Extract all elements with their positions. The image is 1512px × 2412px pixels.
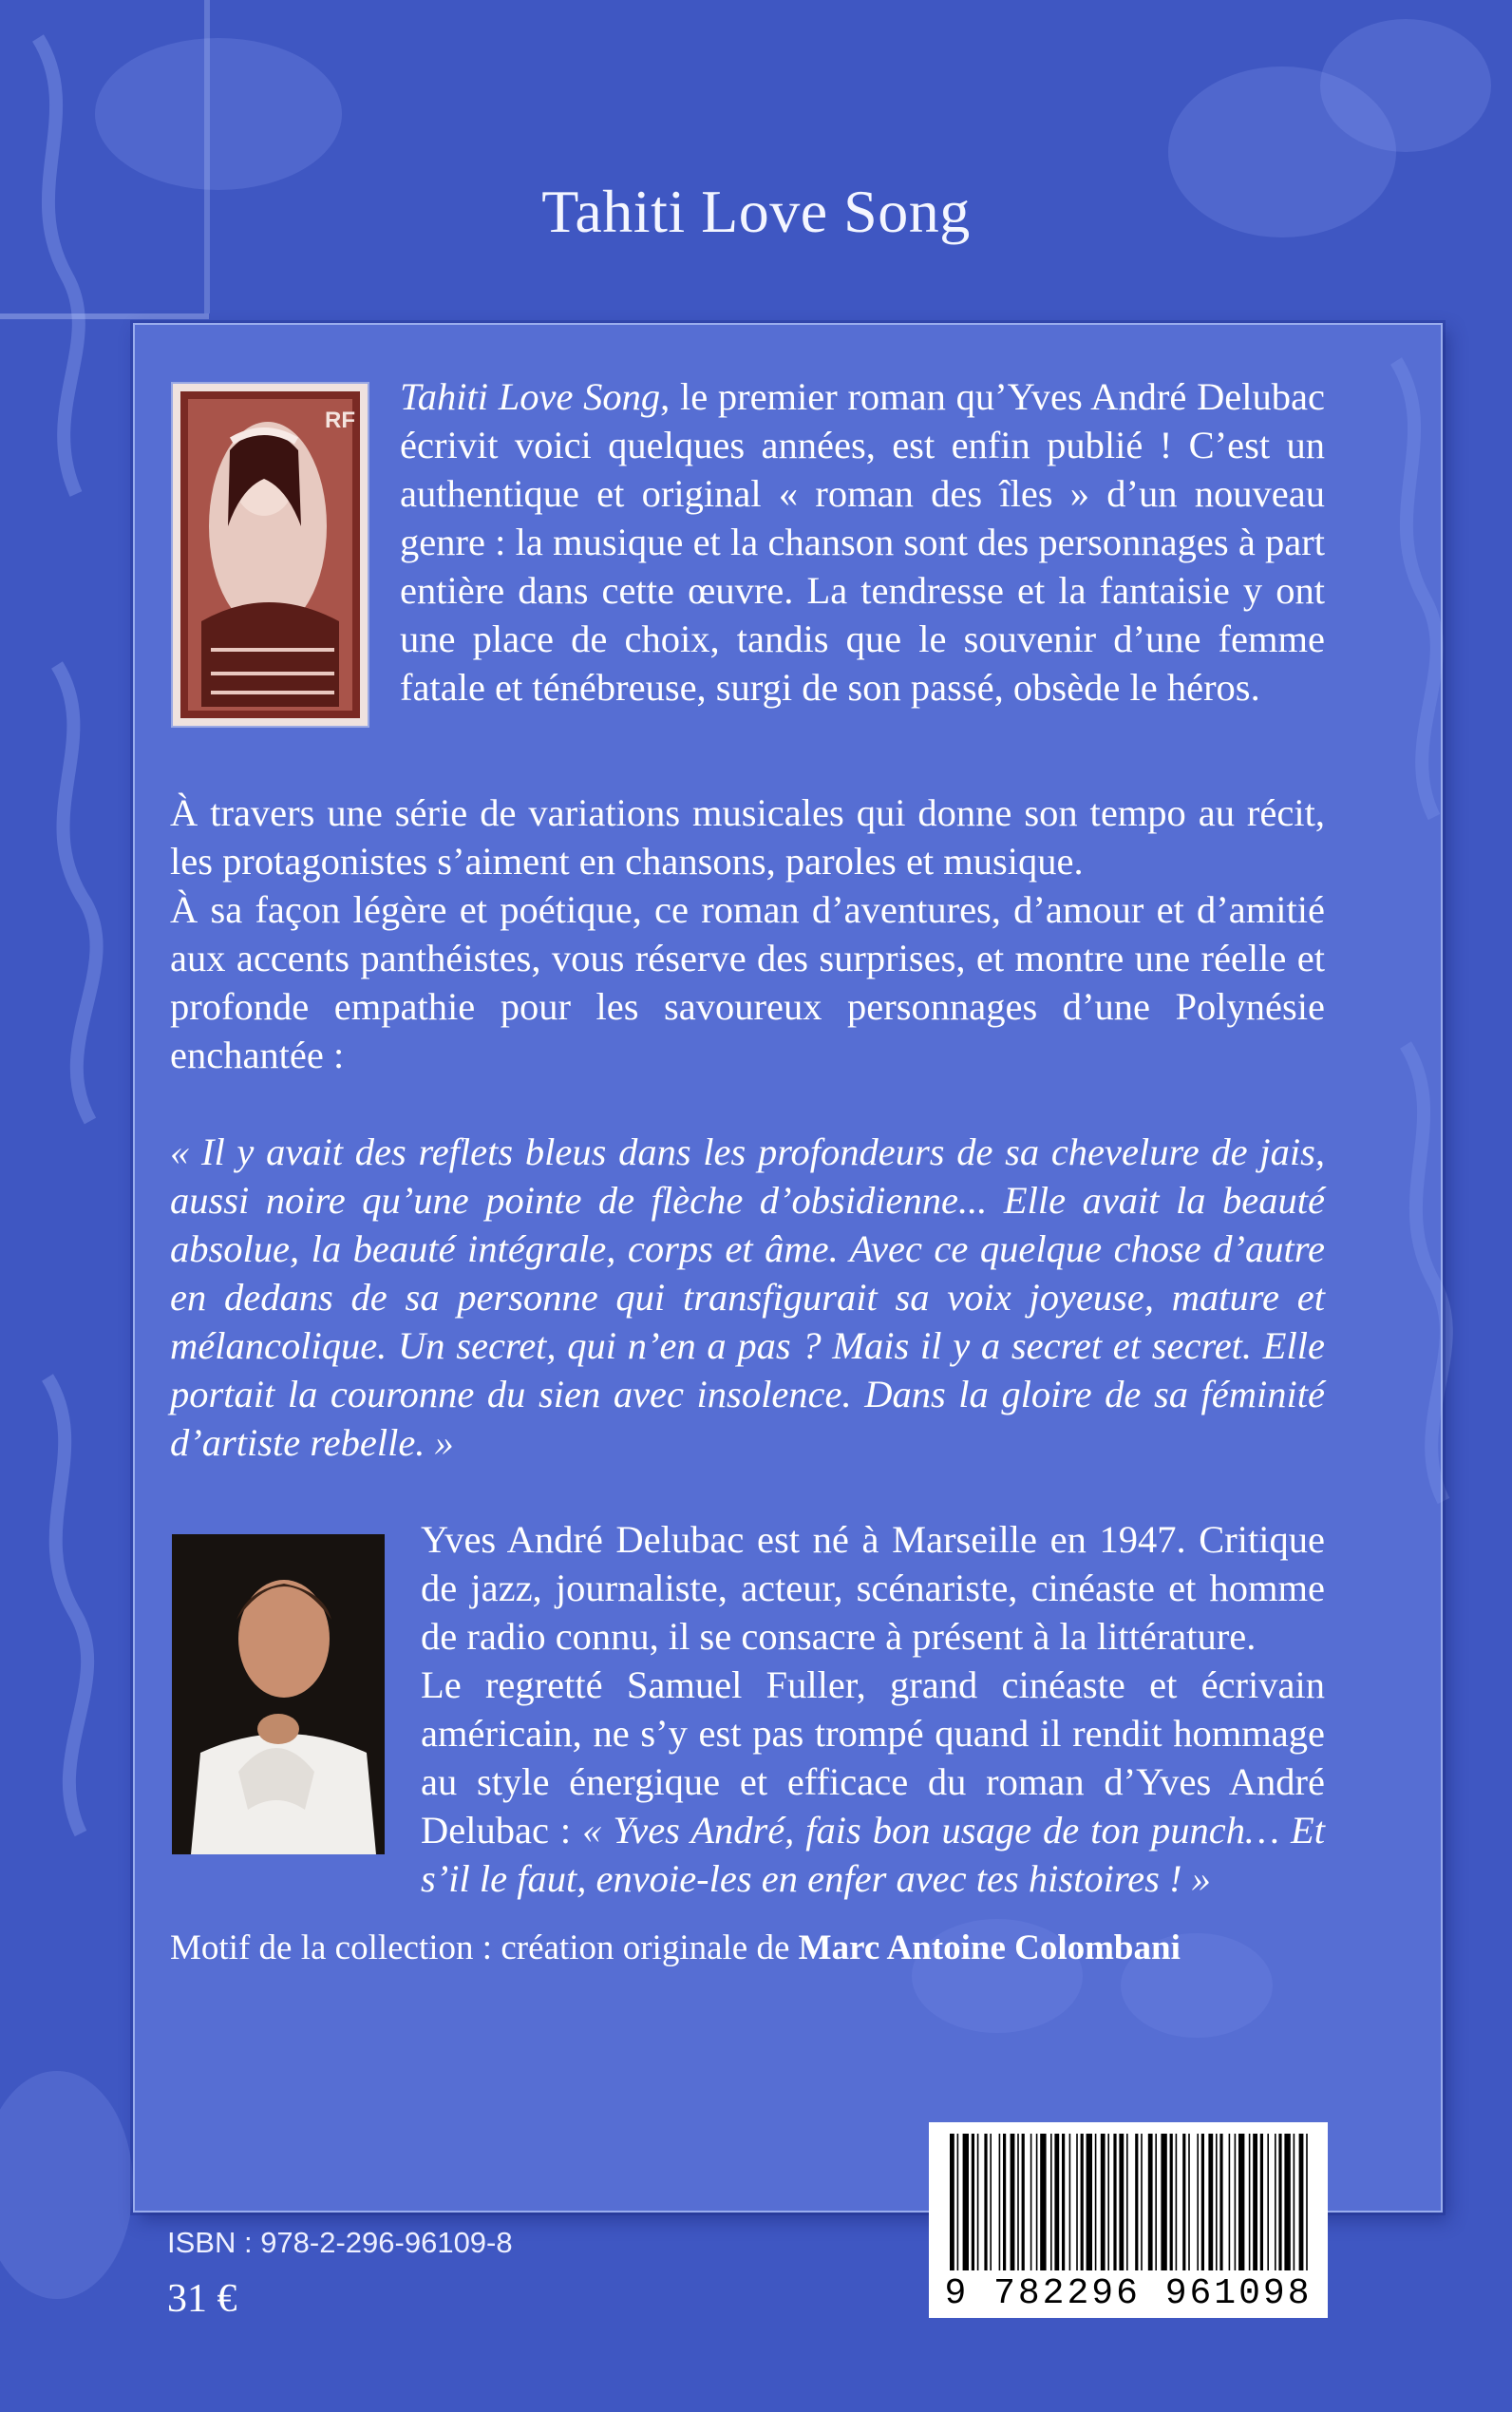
fuller-quote: « Yves André, fais bon usage de ton punch… Et s’il le faut, envoie-les en enfer avec tes histoires ! » xyxy=(421,1809,1325,1900)
barcode-bar xyxy=(1113,2134,1116,2274)
author-biography: Yves André Delubac est né à Marseille en 1947. Critique de jazz, journaliste, acteur, scénariste, cinéaste et homme de radio connu, il se consacre à présent à la littérature. xyxy=(421,1518,1325,1658)
barcode-bar xyxy=(1040,2134,1046,2274)
barcode-bar xyxy=(1126,2134,1128,2274)
barcode-bar xyxy=(1119,2134,1124,2274)
barcode-bar xyxy=(1260,2134,1263,2274)
barcode-bar xyxy=(1235,2134,1237,2274)
barcode-bar xyxy=(990,2134,992,2274)
book-title: Tahiti Love Song xyxy=(541,178,971,245)
blurb-title-italic: Tahiti Love Song xyxy=(400,375,661,418)
barcode-bar xyxy=(1208,2134,1213,2274)
barcode-bar xyxy=(1054,2134,1059,2274)
barcode-bar xyxy=(1017,2134,1019,2274)
barcode-digits: 9 782296 961098 xyxy=(929,2270,1328,2318)
barcode-bar xyxy=(1087,2134,1092,2274)
barcode-bar xyxy=(1155,2134,1157,2274)
barcode-bar xyxy=(1107,2134,1109,2274)
barcode-bar xyxy=(1197,2134,1199,2274)
barcode-bar xyxy=(1216,2134,1218,2274)
blurb-paragraph-2: À travers une série de variations musicales qui donne son tempo au récit, les protagonistes s’aiment en chansons, paroles et musique. xyxy=(170,791,1325,883)
barcode-bar xyxy=(977,2134,979,2274)
barcode-bar xyxy=(963,2134,969,2274)
barcode-bar xyxy=(1182,2134,1185,2274)
barcode-bar xyxy=(999,2134,1001,2274)
blurb-paragraph-3: À sa façon légère et poétique, ce roman d’aventures, d’amour et d’amitié aux accents panthéistes, vous réserve des surprises, et montre une réelle et profonde empathie pour les savoureux personnages d’une Polynésie enchantée : xyxy=(170,888,1325,1076)
barcode-bar xyxy=(1011,2134,1015,2274)
barcode-bar xyxy=(1219,2134,1222,2274)
back-cover-text xyxy=(170,372,1325,1972)
barcode-bar xyxy=(1003,2134,1006,2274)
barcode-bar xyxy=(1278,2134,1281,2274)
novel-excerpt-quote: « Il y avait des reflets bleus dans les profondeurs de sa chevelure de jais, aussi noire qu’une pointe de flèche d’obsidienne... Elle avait la beauté absolue, la beauté intégrale, corps et âme. Avec ce quelque chose d’autre en dedans de sa personne qui transfigurait sa voix joyeuse, mature et mélancolique. Un secret, qui n’en a pas ? Mais il y a secret et secret. Elle portait la couronne du sien avec insolence. Dans la gloire de sa féminité d’artiste rebelle. » xyxy=(170,1130,1325,1464)
barcode-bar xyxy=(950,2134,954,2274)
barcode-bar xyxy=(1267,2134,1269,2274)
barcode-bar xyxy=(1299,2134,1304,2274)
barcode-bar xyxy=(1095,2134,1097,2274)
barcode-bar xyxy=(1229,2134,1231,2274)
author-portrait xyxy=(172,1534,385,1854)
barcode-bar xyxy=(1076,2134,1078,2274)
barcode-bar xyxy=(1294,2134,1295,2274)
barcode-bar xyxy=(1050,2134,1052,2274)
barcode-bar xyxy=(1238,2134,1244,2274)
credit-artist-name: Marc Antoine Colombani xyxy=(798,1928,1181,1967)
barcode-bar xyxy=(972,2134,974,2274)
barcode-bar xyxy=(1141,2134,1143,2274)
credit-prefix: Motif de la collection : création originale de xyxy=(170,1928,799,1967)
barcode-bar xyxy=(1161,2134,1166,2274)
barcode-bar xyxy=(1170,2134,1173,2274)
barcode-bar xyxy=(1306,2134,1308,2274)
book-price: 31 € xyxy=(167,2277,237,2321)
stamp-rf-label: RF xyxy=(325,408,355,433)
barcode-bar xyxy=(1176,2134,1178,2274)
barcode-bar xyxy=(1069,2134,1071,2274)
blurb-paragraph-1-text: , le premier roman qu’Yves André Delubac écrivit voici quelques années, est enfin publié ! C’est un authentique et original « roman des îles » d’un nouveau genre : la musique et la chanson sont des personnages à part entière dans cette œuvre. La tendresse et la fantaisie y ont une place de choix, tandis que le souvenir d’une femme fatale et ténébreuse, surgi de son passé, obsède le héros. xyxy=(400,375,1325,709)
barcode-bar xyxy=(1081,2134,1084,2274)
barcode-bar xyxy=(1062,2134,1065,2274)
barcode-bar xyxy=(1101,2134,1106,2274)
barcode-bar xyxy=(957,2134,959,2274)
barcode-bar xyxy=(1135,2134,1138,2274)
barcode-bar xyxy=(1148,2134,1153,2274)
barcode-bar xyxy=(1275,2134,1276,2274)
barcode-bar xyxy=(1253,2134,1257,2274)
fuller-testimonial-text: Le regretté Samuel Fuller, grand cinéaste et écrivain américain, ne s’y est pas trompé quand il rendit hommage au style énergique et efficace du roman d’Yves André Delubac : xyxy=(421,1663,1325,1852)
barcode-bar xyxy=(1284,2134,1290,2274)
barcode-bar xyxy=(1030,2134,1032,2274)
tahiti-stamp-image xyxy=(173,384,368,726)
barcode-bar xyxy=(1201,2134,1204,2274)
barcode-bar xyxy=(1022,2134,1025,2274)
barcode-bar xyxy=(1036,2134,1038,2274)
barcode-bar xyxy=(984,2134,987,2274)
isbn-number: ISBN : 978-2-296-96109-8 xyxy=(167,2226,513,2259)
barcode-bar xyxy=(1188,2134,1190,2274)
collection-motif-credit xyxy=(170,1924,1325,1972)
ean-barcode xyxy=(929,2122,1328,2293)
barcode-bar xyxy=(1249,2134,1251,2274)
